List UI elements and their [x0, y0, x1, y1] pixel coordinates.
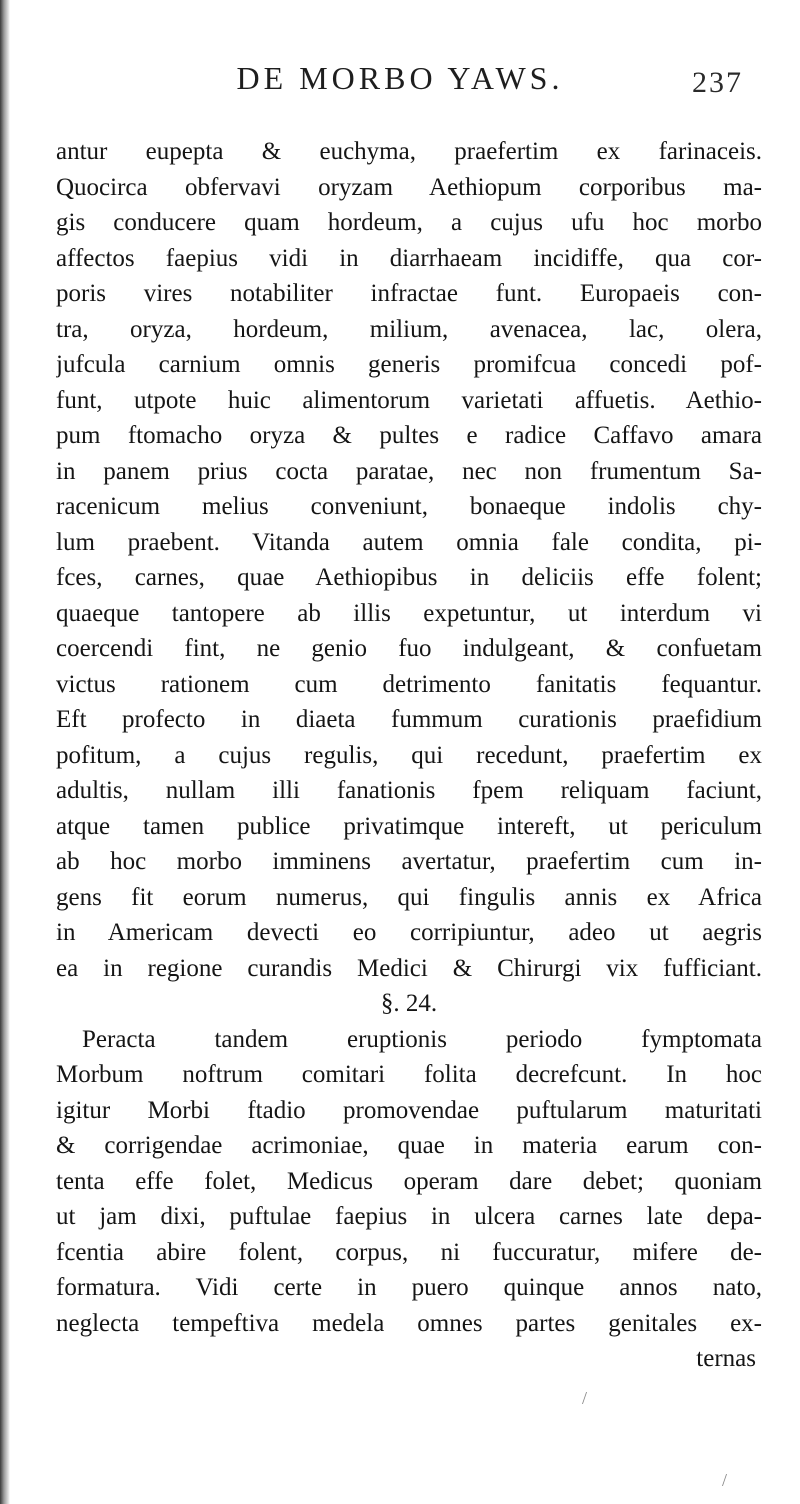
text-line: fces, carnes, quae Aethiopibus in deliciis effe folent;	[56, 564, 762, 591]
text-line: poris vires notabiliter infractae funt. Europaeis con-	[56, 280, 762, 307]
text-line: in panem prius cocta paratae, nec non frumentum Sa-	[56, 457, 762, 485]
text-line: adultis, nullam illi fanationis fpem reliquam faciunt,	[56, 777, 762, 804]
text-line: tenta effe folet, Medicus operam dare debet; quoniam	[56, 1167, 762, 1195]
text-line: pum ftomacho oryza & pultes e radice Caffavo amara	[56, 422, 762, 449]
text-line: & corrigendae acrimoniae, quae in materia earum con-	[56, 1132, 762, 1159]
text-line: ab hoc morbo imminens avertatur, praefertim cum in-	[56, 848, 762, 875]
text-line: Eft profecto in diaeta fummum curationis praefidium	[56, 706, 762, 733]
text-line: tra, oryza, hordeum, milium, avenacea, lac, olera,	[56, 315, 762, 343]
text-line: quaeque tantopere ab illis expetuntur, ut interdum vi	[56, 599, 762, 627]
text-line: antur eupepta & euchyma, praefertim ex farinaceis.	[56, 138, 762, 165]
text-line: atque tamen publice privatimque intereft, ut periculum	[56, 812, 762, 840]
text-line: Morbum noftrum comitari folita decrefcunt. In hoc	[56, 1061, 762, 1088]
text-line: jufcula carnium omnis generis promifcua concedi pof-	[56, 351, 762, 378]
text-line: funt, utpote huic alimentorum varietati affuetis. Aethio-	[56, 386, 762, 414]
body-text	[56, 134, 762, 1377]
text-line: Quocirca obfervavi oryzam Aethiopum corporibus ma-	[56, 173, 762, 201]
text-line: ut jam dixi, puftulae faepius in ulcera carnes late depa-	[56, 1203, 762, 1230]
page-edge-shadow	[0, 0, 10, 1504]
catchword: ternas	[696, 1345, 756, 1372]
text-line: lum praebent. Vitanda autem omnia fale condita, pi-	[56, 528, 762, 556]
text-line: in Americam devecti eo corripiuntur, adeo ut aegris	[56, 919, 762, 946]
text-line: gis conducere quam hordeum, a cujus ufu hoc morbo	[56, 209, 762, 236]
page-number: 237	[692, 66, 743, 99]
running-title: DE MORBO YAWS.	[236, 60, 564, 96]
text-line: racenicum melius conveniunt, bonaeque indolis chy-	[56, 493, 762, 520]
text-line: Peracta tandem eruptionis periodo fymptomata	[82, 1025, 762, 1053]
text-line: coercendi fint, ne genio fuo indulgeant, & confuetam	[56, 635, 762, 662]
text-line: gens fit eorum numerus, qui fingulis annis ex Africa	[56, 883, 762, 911]
text-line: formatura. Vidi certe in puero quinque annos nato,	[56, 1274, 762, 1301]
section-number: §. 24.	[380, 990, 438, 1017]
text-line: victus rationem cum detrimento fanitatis fequantur.	[56, 670, 762, 698]
text-line: pofitum, a cujus regulis, qui recedunt, praefertim ex	[56, 741, 762, 769]
text-line: fcentia abire folent, corpus, ni fuccuratur, mifere de-	[56, 1238, 762, 1266]
text-line: ea in regione curandis Medici & Chirurgi vix fufficiant.	[56, 954, 762, 982]
stray-print-mark: /	[582, 1388, 588, 1408]
stray-print-mark: /	[722, 1470, 728, 1490]
text-line: affectos faepius vidi in diarrhaeam incidiffe, qua cor-	[56, 244, 762, 272]
text-line: igitur Morbi ftadio promovendae puftularum maturitati	[56, 1096, 762, 1124]
text-line: neglecta tempeftiva medela omnes partes genitales ex-	[56, 1309, 762, 1337]
